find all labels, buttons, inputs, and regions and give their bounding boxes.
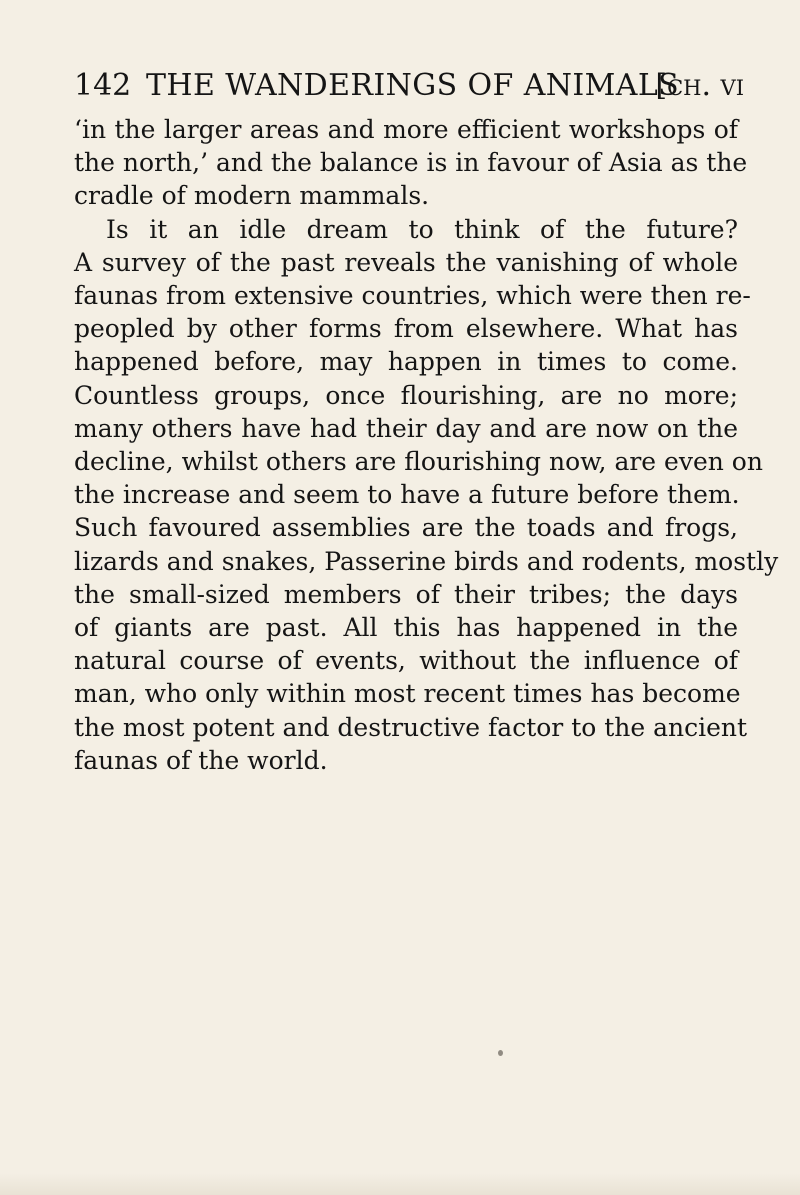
text-line: happened before, may happen in times to come. — [74, 347, 738, 377]
text-line: faunas from extensive countries, which were then re- — [74, 281, 751, 311]
page-shadow — [0, 1173, 800, 1195]
chapter-label: [ch. vi — [655, 68, 744, 103]
text-line: ‘in the larger areas and more efficient workshops of — [74, 115, 738, 144]
text-line: of giants are past. All this has happened in the — [74, 613, 738, 643]
text-line: lizards and snakes, Passerine birds and rodents, mostly — [74, 546, 779, 576]
text-line: peopled by other forms from elsewhere. What has — [74, 314, 738, 344]
text-line: decline, whilst others are flourishing now, are even on — [74, 447, 763, 477]
text-line: Such favoured assemblies are the toads and frogs, — [74, 513, 738, 543]
text-line: Countless groups, once flourishing, are no more; — [74, 380, 738, 410]
running-title: THE WANDERINGS OF ANIMALS — [146, 68, 680, 103]
text-line: cradle of modern mammals. — [74, 181, 430, 211]
text-line: faunas of the world. — [74, 745, 328, 775]
text-line: man, who only within most recent times has become — [74, 679, 741, 709]
text-line: many others have had their day and are now on the — [74, 413, 738, 443]
text-line: the increase and seem to have a future before them. — [74, 480, 740, 510]
body-text — [74, 113, 779, 777]
text-line: the small-sized members of their tribes; the days — [74, 579, 738, 609]
page-number: 142 — [74, 68, 132, 103]
paper-speck — [498, 1050, 503, 1056]
text-line: the most potent and destructive factor to the ancient — [74, 712, 748, 742]
text-line: A survey of the past reveals the vanishing of whole — [74, 247, 738, 277]
running-head — [74, 64, 744, 108]
text-line: natural course of events, without the influence of — [74, 646, 738, 676]
text-line: the north,’ and the balance is in favour of Asia as the — [74, 148, 748, 178]
text-line: Is it an idle dream to think of the future? — [106, 214, 738, 244]
